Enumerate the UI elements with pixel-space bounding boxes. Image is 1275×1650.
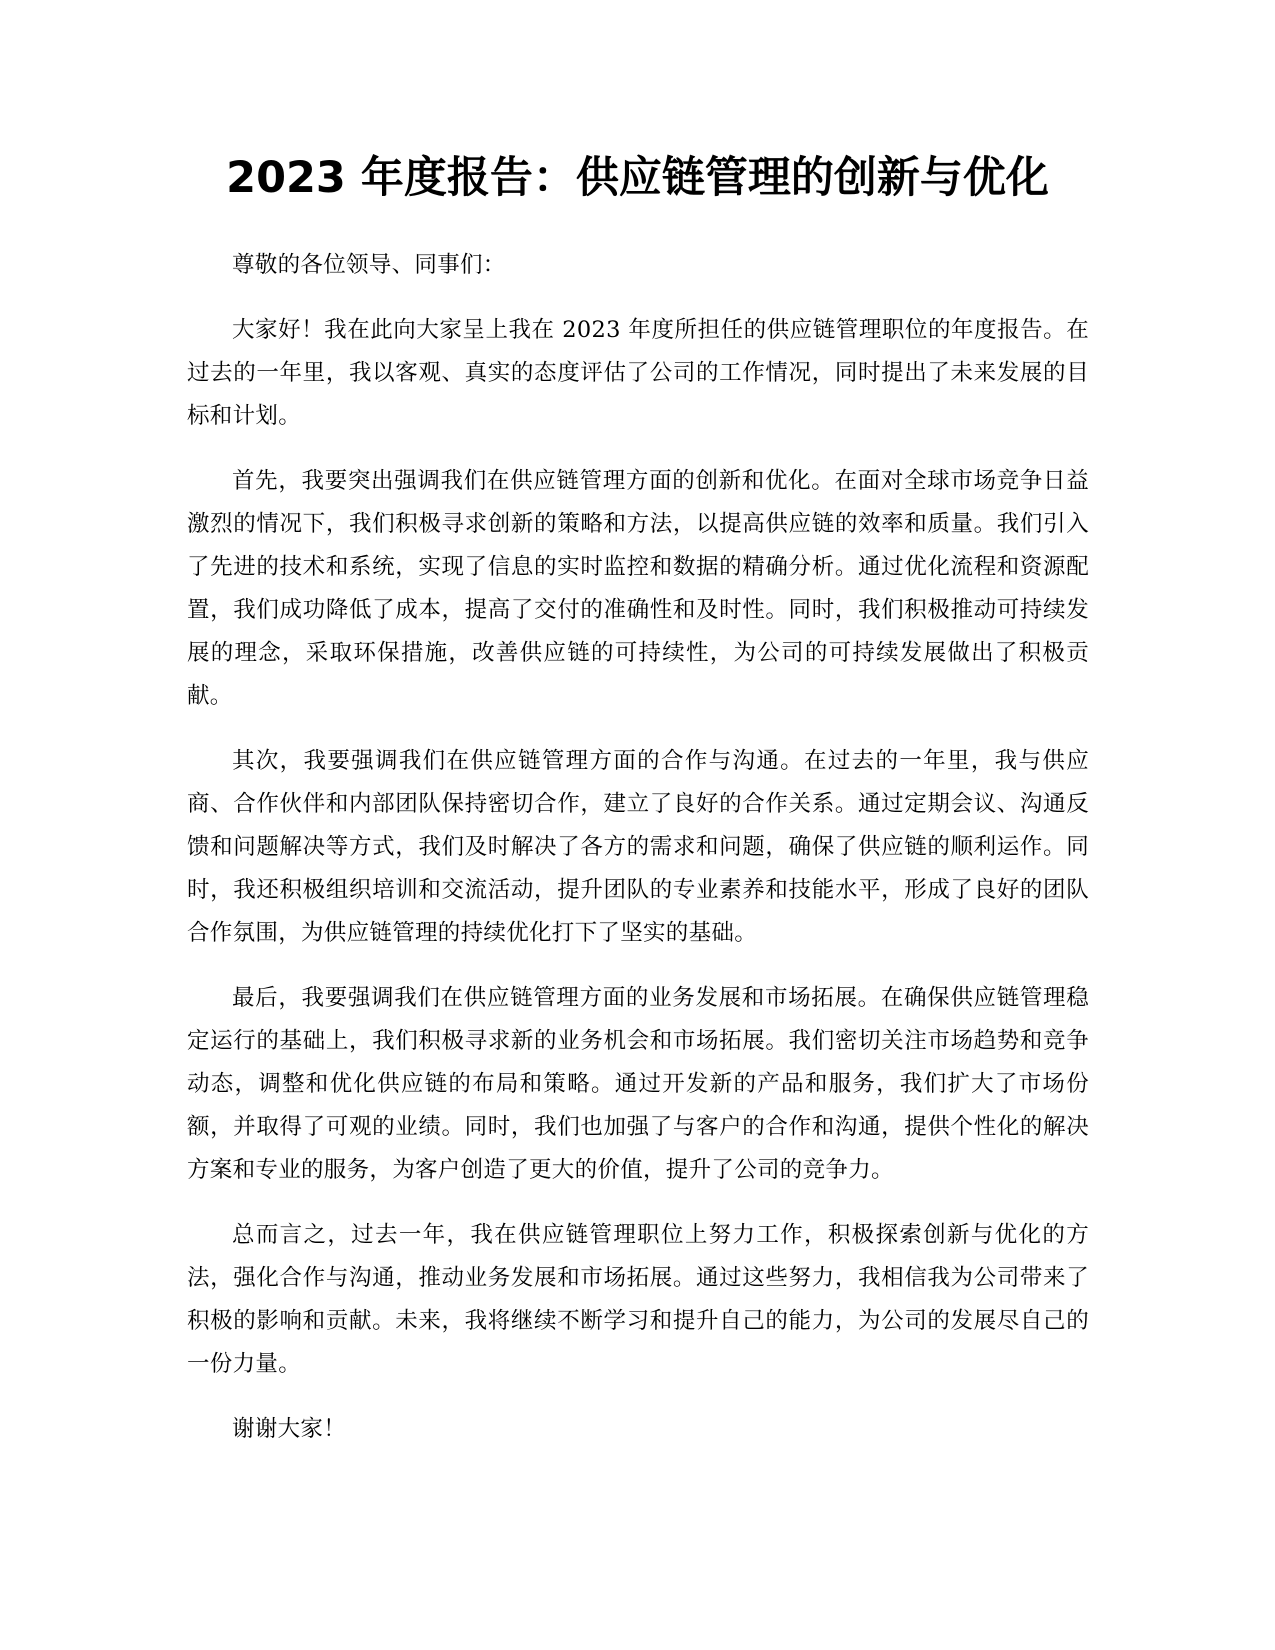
cooperation-paragraph: 其次，我要强调我们在供应链管理方面的合作与沟通。在过去的一年里，我与供应商、合作伙伴和内部团队保持密切合作，建立了良好的合作关系。通过定期会议、沟通反馈和问题解决等方式，我们及时解决了各方的需求和问题，确保了供应链的顺利运作。同时，我还积极组织培训和交流活动，提升团队的专业素养和技能水平，形成了良好的团队合作氛围，为供应链管理的持续优化打下了坚实的基础。	[187, 748, 1089, 946]
summary-paragraph: 总而言之，过去一年，我在供应链管理职位上努力工作，积极探索创新与优化的方法，强化合作与沟通，推动业务发展和市场拓展。通过这些努力，我相信我为公司带来了积极的影响和贡献。未来，我将继续不断学习和提升自己的能力，为公司的发展尽自己的一份力量。	[187, 1222, 1089, 1377]
intro-paragraph: 大家好！我在此向大家呈上我在 2023 年度所担任的供应链管理职位的年度报告。在过去的一年里，我以客观、真实的态度评估了公司的工作情况，同时提出了未来发展的目标和计划。	[187, 317, 1089, 429]
salutation-paragraph: 尊敬的各位领导、同事们：	[232, 252, 506, 278]
innovation-paragraph: 首先，我要突出强调我们在供应链管理方面的创新和优化。在面对全球市场竞争日益激烈的情况下，我们积极寻求创新的策略和方法，以提高供应链的效率和质量。我们引入了先进的技术和系统，实现了信息的实时监控和数据的精确分析。通过优化流程和资源配置，我们成功降低了成本，提高了交付的准确性和及时性。同时，我们积极推动可持续发展的理念，采取环保措施，改善供应链的可持续性，为公司的可持续发展做出了积极贡献。	[187, 468, 1089, 709]
document-title: 2023 年度报告：供应链管理的创新与优化	[226, 153, 1049, 203]
closing-paragraph: 谢谢大家！	[232, 1416, 347, 1442]
business-development-paragraph: 最后，我要强调我们在供应链管理方面的业务发展和市场拓展。在确保供应链管理稳定运行的基础上，我们积极寻求新的业务机会和市场拓展。我们密切关注市场趋势和竞争动态，调整和优化供应链的布局和策略。通过开发新的产品和服务，我们扩大了市场份额，并取得了可观的业绩。同时，我们也加强了与客户的合作和沟通，提供个性化的解决方案和专业的服务，为客户创造了更大的价值，提升了公司的竞争力。	[187, 985, 1089, 1183]
document-body	[187, 244, 1089, 1473]
